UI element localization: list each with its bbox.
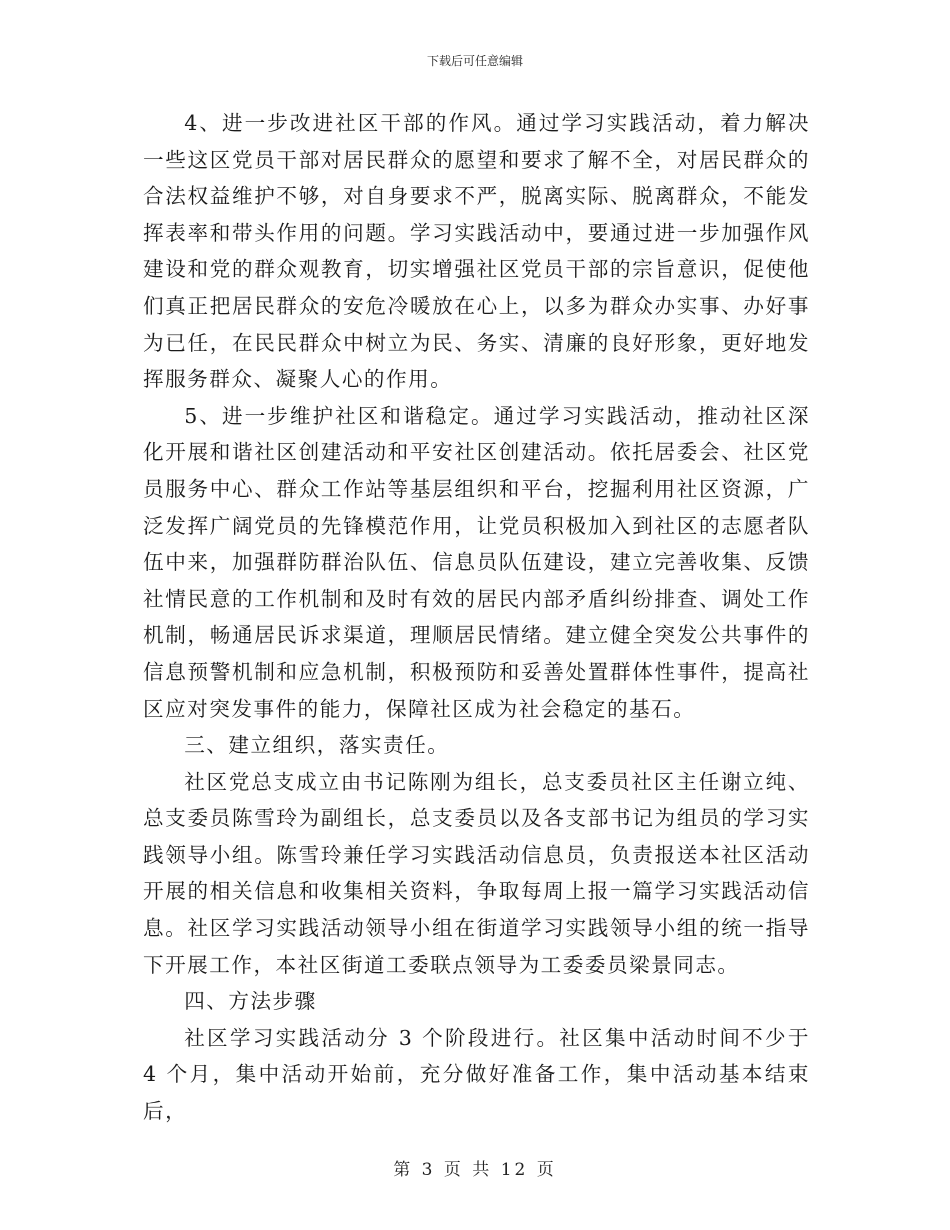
page-footer: 第 3 页 共 12 页 xyxy=(393,1160,557,1180)
section-heading-organization: 三、建立组织，落实责任。 xyxy=(184,733,450,758)
paragraph-improve-cadre-style: 4、进一步改进社区干部的作风。通过学习实践活动，着力解决一些这区党员干部对居民群众的愿望和要求了解不全，对居民群众的合法权益维护不够，对自身要求不严，脱离实际、脱离群众，不能发挥表率和带头作用的问题。学习实践活动中，要通过进一步加强作风建设和党的群众观教育，切实增强社区党员干部的宗旨意识，促使他们真正把居民群众的安危冷暖放在心上，以多为群众办实事、办好事为已任，在民民群众中树立为民、务实、清廉的良好形象，更好地发挥服务群众、凝聚人心的作用。 xyxy=(143,111,810,392)
section-heading-method-steps: 四、方法步骤 xyxy=(184,989,317,1014)
paragraph-three-stages: 社区学习实践活动分 3 个阶段进行。社区集中活动时间不少于 4 个月，集中活动开始前，充分做好准备工作，集中活动基本结束后， xyxy=(143,1025,810,1124)
document-body xyxy=(143,105,810,1130)
page-header: 下载后可任意编辑 xyxy=(426,54,523,68)
paragraph-leadership-group: 社区党总支成立由书记陈刚为组长，总支委员社区主任谢立纯、总支委员陈雪玲为副组长，总支委员以及各支部书记为组员的学习实践领导小组。陈雪玲兼任学习实践活动信息员，负责报送本社区活动开展的相关信息和收集相关资料，争取每周上报一篇学习实践活动信息。社区学习实践活动领导小组在街道学习实践领导小组的统一指导下开展工作，本社区街道工委联点领导为工委委员梁景同志。 xyxy=(143,769,810,977)
paragraph-maintain-harmony: 5、进一步维护社区和谐稳定。通过学习实践活动，推动社区深化开展和谐社区创建活动和平安社区创建活动。依托居委会、社区党员服务中心、群众工作站等基层组织和平台，挖掘利用社区资源，广泛发挥广阔党员的先锋模范作用，让党员积极加入到社区的志愿者队伍中来，加强群防群治队伍、信息员队伍建设，建立完善收集、反馈社情民意的工作机制和及时有效的居民内部矛盾纠纷排查、调处工作机制，畅通居民诉求渠道，理顺居民情绪。建立健全突发公共事件的信息预警机制和应急机制，积极预防和妥善处置群体性事件，提高社区应对突发事件的能力，保障社区成为社会稳定的基石。 xyxy=(143,403,810,721)
